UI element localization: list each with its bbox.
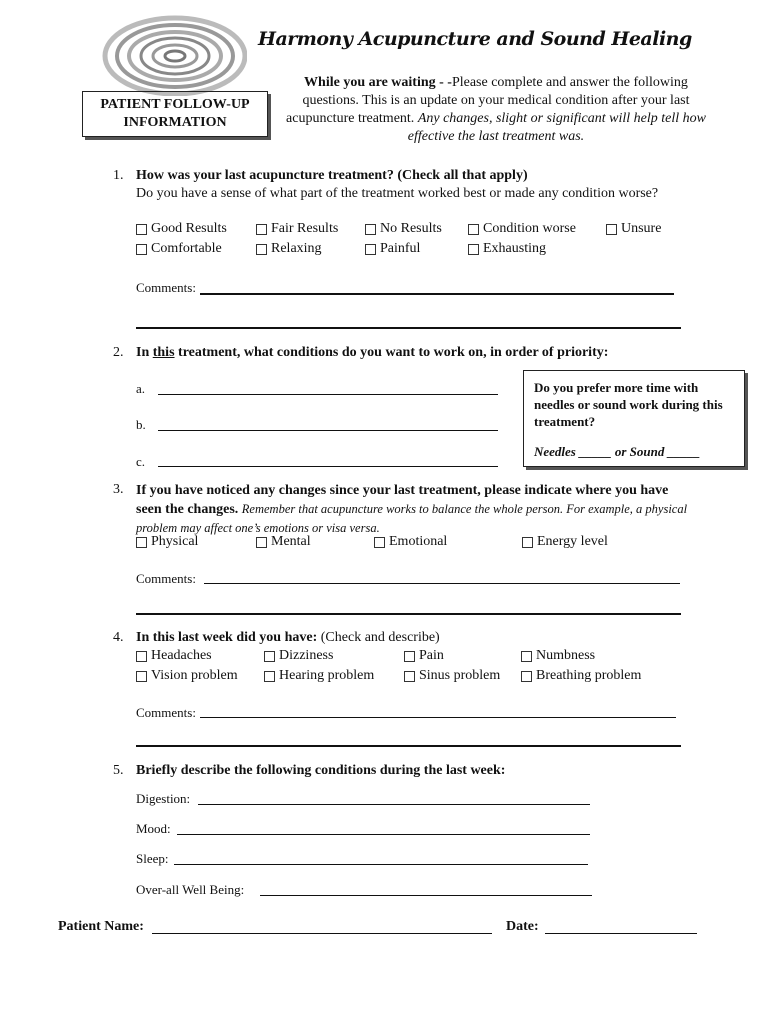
q5-digestion-field[interactable]: [198, 790, 590, 805]
q3-option-physical[interactable]: Physical: [136, 534, 198, 550]
q5-digestion-label: Digestion:: [136, 791, 191, 806]
q2-item-c-field[interactable]: [158, 452, 498, 467]
q3-comments-field[interactable]: [204, 569, 680, 584]
q4-option-vision-problem[interactable]: Vision problem: [136, 668, 238, 684]
q5-sleep-label: Sleep:: [136, 851, 169, 866]
treatment-preference-box: [523, 370, 745, 467]
intro-paragraph: [276, 74, 716, 146]
q1-option-comfortable[interactable]: Comfortable: [136, 241, 222, 257]
checkbox-icon[interactable]: [468, 244, 479, 255]
q1-comments-label: Comments:: [136, 280, 196, 295]
q3-note: Remember that acupuncture works to balance the whole person. For example, a physical problem may affect one’s emotions or visa versa.: [136, 502, 688, 535]
q3-number: 3.: [113, 482, 124, 497]
checkbox-icon[interactable]: [264, 671, 275, 682]
date-field[interactable]: [545, 917, 697, 934]
date-label: Date:: [506, 919, 539, 934]
q1-option-fair-results[interactable]: Fair Results: [256, 221, 338, 237]
q1-option-exhausting[interactable]: Exhausting: [468, 241, 546, 257]
intro-italic: Any changes, slight or significant will help tell how effective the last treatment was.: [407, 111, 706, 144]
q5-title: Briefly describe the following conditions during the last week:: [136, 763, 506, 778]
form-title-badge: [82, 91, 268, 137]
q2-item-a-field[interactable]: [158, 380, 498, 395]
q2-item-b-label: b.: [136, 417, 146, 432]
q4-comments-label: Comments:: [136, 705, 196, 720]
q4-title-line: [136, 630, 440, 646]
q3-option-mental[interactable]: Mental: [256, 534, 311, 550]
checkbox-icon[interactable]: [256, 244, 267, 255]
q1-option-good-results[interactable]: Good Results: [136, 221, 227, 237]
q4-option-hearing-problem[interactable]: Hearing problem: [264, 668, 374, 684]
q1-option-relaxing[interactable]: Relaxing: [256, 241, 322, 257]
q1-comments-field[interactable]: [200, 278, 674, 295]
q2-item-c-label: c.: [136, 454, 146, 469]
q3-comments-line-2[interactable]: [136, 613, 681, 615]
q4-comments-line-2[interactable]: [136, 745, 681, 747]
q4-comments-field[interactable]: [200, 703, 676, 718]
checkbox-icon[interactable]: [521, 671, 532, 682]
intro-bold: While you are waiting - -: [304, 75, 452, 90]
checkbox-icon[interactable]: [521, 651, 532, 662]
q5-wellbeing-field[interactable]: [260, 881, 592, 896]
checkbox-icon[interactable]: [606, 224, 617, 235]
q4-option-breathing-problem[interactable]: Breathing problem: [521, 668, 641, 684]
patient-name-field[interactable]: [152, 917, 492, 934]
checkbox-icon[interactable]: [264, 651, 275, 662]
q3-title: If you have noticed any changes since your last treatment, please indicate where you have seen the changes.: [136, 483, 669, 517]
checkbox-icon[interactable]: [404, 651, 415, 662]
q4-option-pain[interactable]: Pain: [404, 648, 444, 664]
q5-number: 5.: [113, 763, 124, 778]
patient-name-label: Patient Name:: [58, 919, 144, 934]
q4-option-sinus-problem[interactable]: Sinus problem: [404, 668, 500, 684]
q1-option-painful[interactable]: Painful: [365, 241, 420, 257]
clinic-name: Harmony Acupuncture and Sound Healing: [258, 28, 692, 50]
q5-mood-field[interactable]: [177, 820, 590, 835]
checkbox-icon[interactable]: [522, 537, 533, 548]
q4-option-headaches[interactable]: Headaches: [136, 648, 212, 664]
q5-sleep-field[interactable]: [174, 850, 588, 865]
checkbox-icon[interactable]: [136, 224, 147, 235]
checkbox-icon[interactable]: [468, 224, 479, 235]
q1-option-no-results[interactable]: No Results: [365, 221, 442, 237]
checkbox-icon[interactable]: [256, 224, 267, 235]
checkbox-icon[interactable]: [365, 224, 376, 235]
checkbox-icon[interactable]: [136, 651, 147, 662]
checkbox-icon[interactable]: [365, 244, 376, 255]
q5-mood-label: Mood:: [136, 821, 171, 836]
clinic-logo-swirl: [97, 14, 247, 96]
checkbox-icon[interactable]: [374, 537, 385, 548]
q1-text: Do you have a sense of what part of the treatment worked best or made any condition worse?: [136, 186, 659, 201]
q4-option-numbness[interactable]: Numbness: [521, 648, 595, 664]
q1-option-unsure[interactable]: Unsure: [606, 221, 661, 237]
q1-number: 1.: [113, 168, 124, 183]
badge-line-1: PATIENT FOLLOW-UP: [100, 97, 250, 112]
checkbox-icon[interactable]: [404, 671, 415, 682]
q3-block: [136, 482, 696, 538]
q2-number: 2.: [113, 345, 124, 360]
q2-item-a-label: a.: [136, 381, 146, 396]
treatment-preference-question: Do you prefer more time with needles or sound work during this treatment?: [534, 380, 723, 429]
q5-wellbeing-label: Over-all Well Being:: [136, 882, 245, 897]
q3-comments-label: Comments:: [136, 571, 196, 586]
checkbox-icon[interactable]: [136, 537, 147, 548]
q2-item-b-field[interactable]: [158, 416, 498, 431]
checkbox-icon[interactable]: [256, 537, 267, 548]
q3-option-energy-level[interactable]: Energy level: [522, 534, 608, 550]
q1-title: How was your last acupuncture treatment? (Check all that apply): [136, 168, 528, 183]
q4-number: 4.: [113, 630, 124, 645]
q1-comments-line-2[interactable]: [136, 327, 681, 329]
q1-option-condition-worse[interactable]: Condition worse: [468, 221, 576, 237]
badge-line-2: INFORMATION: [123, 115, 227, 130]
treatment-preference-choice[interactable]: Needles _____ or Sound _____: [534, 444, 701, 459]
q4-title: In this last week did you have:: [136, 630, 318, 645]
checkbox-icon[interactable]: [136, 244, 147, 255]
q3-option-emotional[interactable]: Emotional: [374, 534, 447, 550]
q2-title: In this treatment, what conditions do you want to work on, in order of priority:: [136, 345, 609, 360]
checkbox-icon[interactable]: [136, 671, 147, 682]
q4-title-suffix: (Check and describe): [317, 630, 440, 645]
q4-option-dizziness[interactable]: Dizziness: [264, 648, 333, 664]
intro-text: Please complete and answer the following questions. This is an update on your medical condition after your last acupuncture treatment.: [286, 75, 690, 126]
